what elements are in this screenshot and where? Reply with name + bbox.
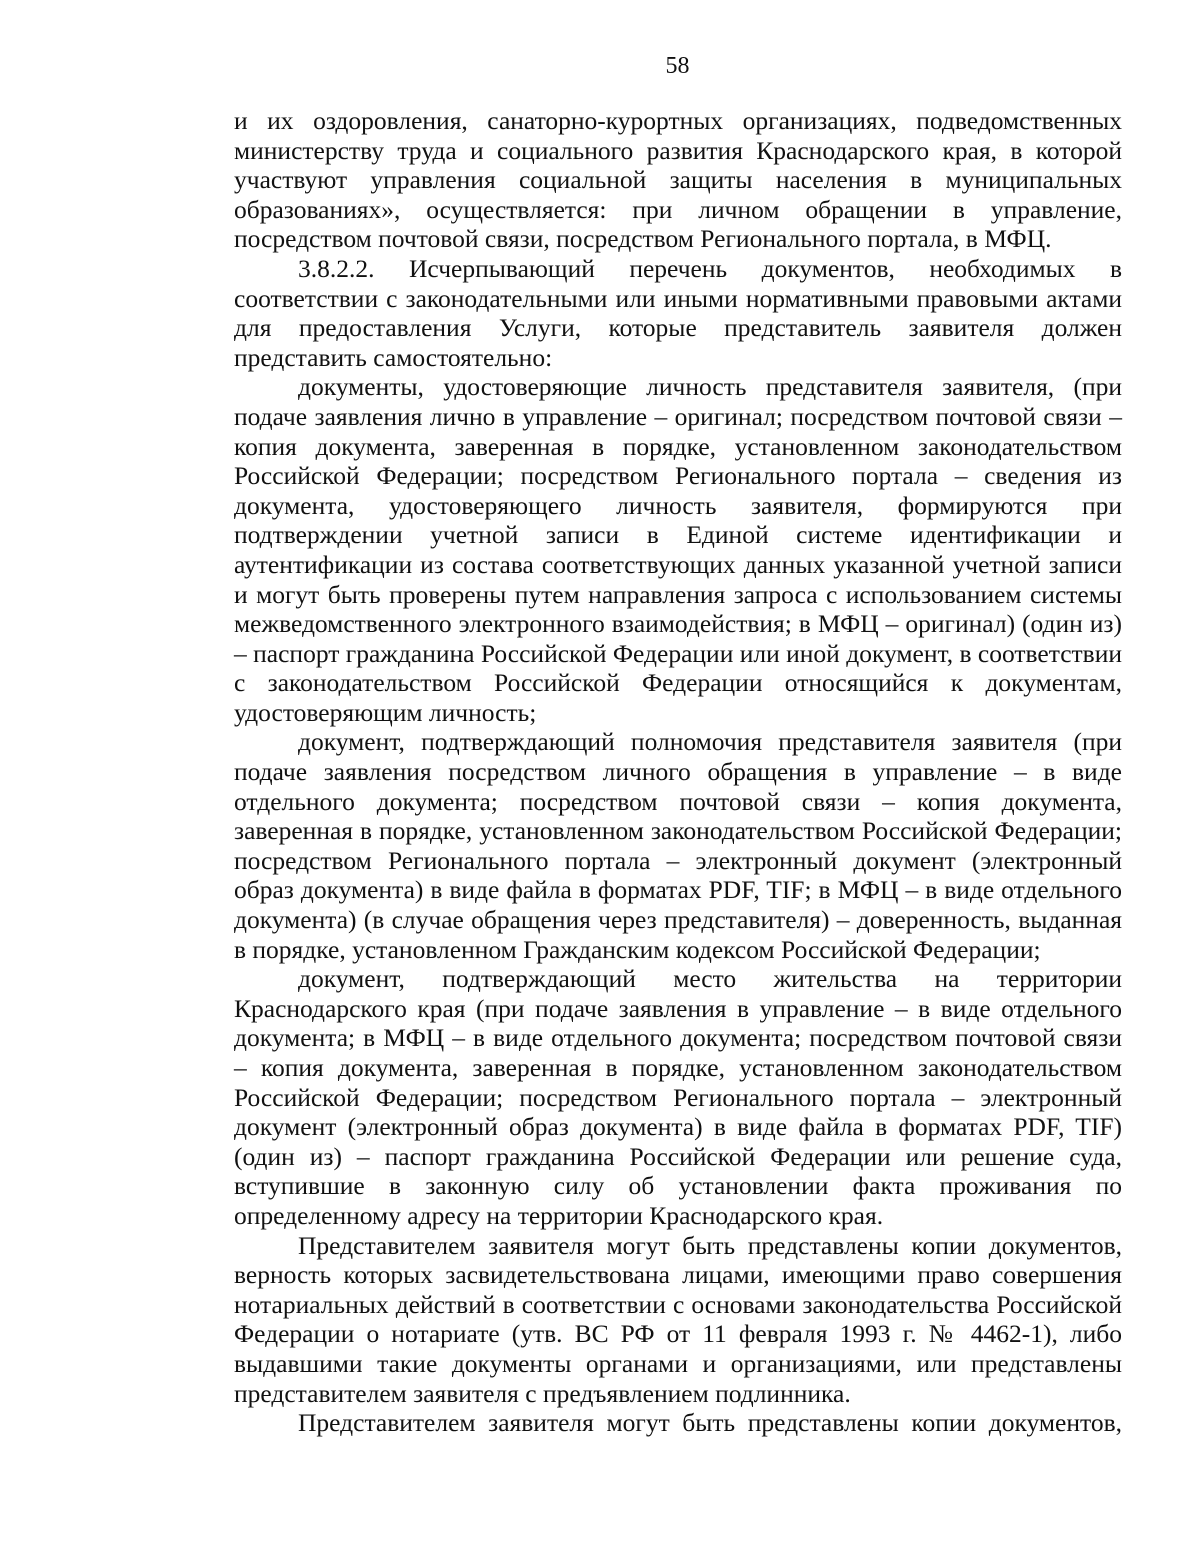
paragraph-continuation: и их оздоровления, санаторно-курортных организациях, подведомственных министерству труда и социального развития Краснодарского края, в которой участвуют управления социальной защиты населения в муниципальных образованиях», осуществляется: при личном обращении в управление, посредством почтовой связи, посредством Регионального портала, в МФЦ.: [234, 106, 1122, 254]
page-number: 58: [665, 53, 690, 79]
paragraph-residence-document: документ, подтверждающий место жительства на территории Краснодарского края (при подаче заявления в управление – в виде отдельного документа; в МФЦ – в виде отдельного документа; посредством почтовой связи – копия документа, заверенная в порядке, установленном законодательством Российской Федерации; посредством Регионального портала – электронный документ (электронный образ документа) в виде файла в форматах PDF, TIF) (один из) – паспорт гражданина Российской Федерации или решение суда, вступившие в законную силу об установлении факта проживания по определенному адресу на территории Краснодарского края.: [234, 964, 1122, 1230]
document-body: [234, 106, 1122, 1438]
paragraph-identity-documents: документы, удостоверяющие личность представителя заявителя, (при подаче заявления лично в управление – оригинал; посредством почтовой связи – копия документа, заверенная в порядке, установленном законодательством Российской Федерации; посредством Регионального портала – сведения из документа, удостоверяющего личность заявителя, формируются при подтверждении учетной записи в Единой системе идентификации и аутентификации из состава соответствующих данных указанной учетной записи и могут быть проверены путем направления запроса с использованием системы межведомственного электронного взаимодействия; в МФЦ – оригинал) (один из) – паспорт гражданина Российской Федерации или иной документ, в соответствии с законодательством Российской Федерации относящийся к документам, удостоверяющим личность;: [234, 372, 1122, 727]
paragraph-certified-copies-continued: Представителем заявителя могут быть представлены копии документов,: [298, 1408, 1122, 1438]
paragraph-3-8-2-2: 3.8.2.2. Исчерпывающий перечень документов, необходимых в соответствии с законодательными или иными нормативными правовыми актами для предоставления Услуги, которые представитель заявителя должен представить самостоятельно:: [234, 253, 1122, 372]
paragraph-certified-copies: Представителем заявителя могут быть представлены копии документов, верность которых засвидетельствована лицами, имеющими право совершения нотариальных действий в соответствии с основами законодательства Российской Федерации о нотариате (утв. ВС РФ от 11 февраля 1993 г. № 4462-1), либо выдавшими такие документы органами и организациями, или представлены представителем заявителя с предъявлением подлинника.: [234, 1230, 1122, 1408]
paragraph-authority-document: документ, подтверждающий полномочия представителя заявителя (при подаче заявления посредством личного обращения в управление – в виде отдельного документа; посредством почтовой связи – копия документа, заверенная в порядке, установленном законодательством Российской Федерации; посредством Регионального портала – электронный документ (электронный образ документа) в виде файла в форматах PDF, TIF; в МФЦ – в виде отдельного документа) (в случае обращения через представителя) – доверенность, выданная в порядке, установленном Гражданским кодексом Российской Федерации;: [234, 727, 1122, 964]
